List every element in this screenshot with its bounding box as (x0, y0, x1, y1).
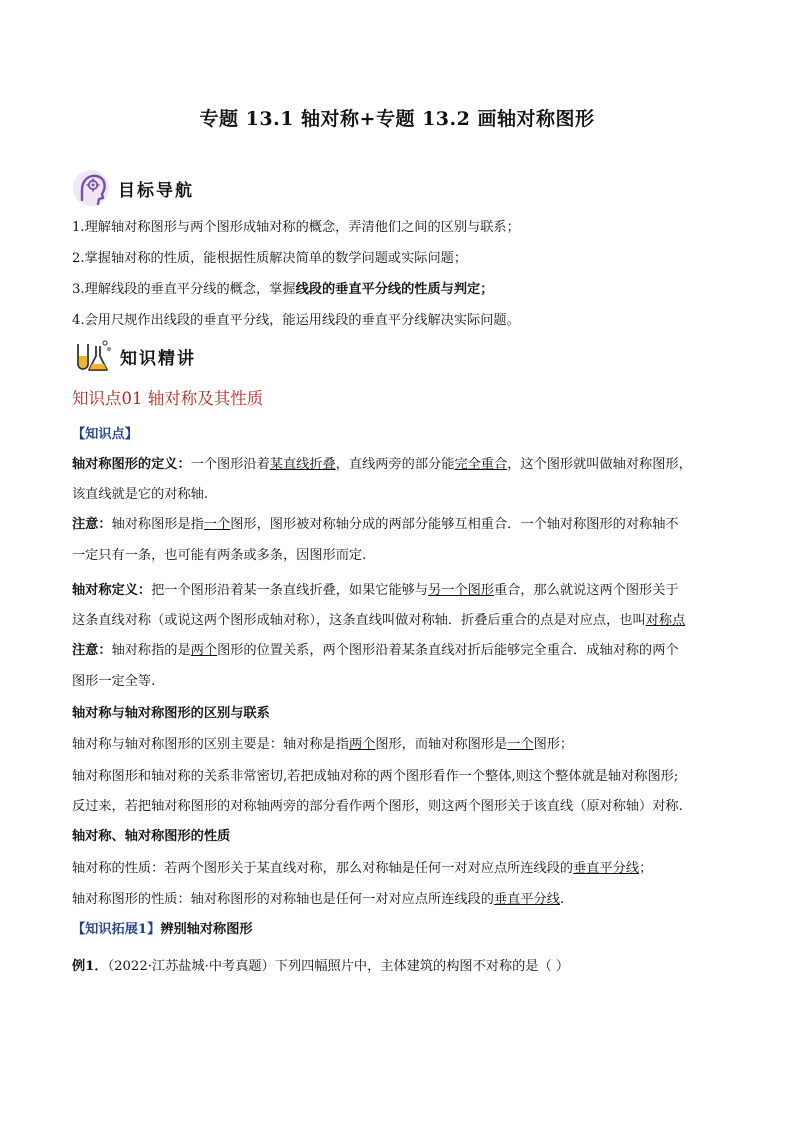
prop1-underline: 垂直平分线 (573, 861, 640, 876)
extension-label: 辨别轴对称图形 (160, 922, 253, 937)
nav-item-3-text: 3.理解线段的垂直平分线的概念，掌握 (72, 282, 296, 297)
note2-line2: 图形一定全等. (72, 674, 156, 689)
nav-item-2: 2.掌握轴对称的性质，能根据性质解决简单的数学问题或实际问题； (72, 251, 468, 266)
def1-underline-2: 完全重合 (454, 457, 508, 472)
note2-text-b: 图形的位置关系，两个图形沿着某条直线对折后能够完全重合．成轴对称的两个 (217, 643, 679, 658)
note1-label: 注意： (72, 517, 112, 532)
diff1-underline-1: 两个 (348, 737, 376, 752)
diff-line-1 (72, 736, 732, 754)
section-heading-nav: 目标导航 (118, 180, 194, 201)
note2-line1 (72, 642, 732, 660)
note1-underline: 一个 (203, 517, 231, 532)
note1-text-a: 轴对称图形是指 (111, 517, 204, 532)
diff1-text-b: 图形，而轴对称图形是 (375, 737, 508, 752)
nav-item-3 (72, 281, 732, 299)
def2-text-a: 把一个图形沿着某一条直线折叠，如果它能够与 (151, 583, 429, 598)
section-heading-knowledge: 知识精讲 (120, 348, 196, 369)
diff1-underline-2: 一个 (507, 737, 534, 752)
def1-text-b: ，直线两旁的部分能 (335, 457, 455, 472)
diff-heading: 轴对称与轴对称图形的区别与联系 (72, 706, 270, 721)
prop2-text: 轴对称图形的性质：轴对称图形的对称轴也是任何一对对应点所连线段的 (72, 892, 494, 907)
note2-text-a: 轴对称指的是 (111, 643, 191, 658)
prop2-end: . (559, 892, 565, 907)
note1-line2: 一定只有一条，也可能有两条或多条，因图形而定. (72, 548, 367, 563)
extension-tag: 【知识拓展1】 (72, 922, 161, 937)
lab-flask-icon (72, 336, 112, 376)
note1-text-b: 图形，图形被对称轴分成的两部分能够互相重合．一个轴对称图形的对称轴不 (230, 517, 679, 532)
note2-label: 注意： (72, 643, 112, 658)
def2-line1 (72, 582, 732, 600)
prop-heading: 轴对称、轴对称图形的性质 (72, 829, 231, 844)
prop-line-2 (72, 891, 732, 909)
def2-label: 轴对称定义： (72, 583, 152, 598)
note1-line1 (72, 516, 732, 534)
prop1-text: 轴对称的性质：若两个图形关于某直线对称，那么对称轴是任何一对对应点所连线段的 (72, 861, 574, 876)
diff1-text-c: 图形； (533, 737, 574, 752)
note2-underline: 两个 (190, 643, 218, 658)
knowledge-tag: 【知识点】 (72, 427, 138, 442)
diff-line-3: 反过来，若把轴对称图形的对称轴两旁的部分看作两个图形，则这两个图形关于该直线（原对称轴）对称. (72, 799, 683, 814)
extension-heading (72, 921, 732, 939)
nav-item-4: 4.会用尺规作出线段的垂直平分线，能运用线段的垂直平分线解决实际问题。 (72, 313, 520, 328)
diff1-text-a: 轴对称与轴对称图形的区别主要是：轴对称是指 (72, 737, 349, 752)
prop2-underline: 垂直平分线 (494, 892, 560, 907)
diff-line-2: 轴对称图形和轴对称的关系非常密切,若把成轴对称的两个图形看作一个整体,则这个整体就是轴对称图形; (72, 769, 679, 784)
def2-line2 (72, 612, 732, 630)
def2-underline-1: 另一个图形 (428, 583, 494, 598)
example-1 (72, 958, 732, 976)
prop1-end: ； (639, 861, 653, 876)
section-header-knowledge (72, 336, 196, 376)
knowledge-point-title: 知识点01 轴对称及其性质 (72, 389, 264, 408)
def1-underline-1: 某直线折叠 (269, 457, 336, 472)
def1-label: 轴对称图形的定义： (72, 457, 191, 472)
example-text: （2022·江苏盐城·中考真题）下列四幅照片中，主体建筑的构图不对称的是（ ） (107, 959, 570, 974)
def2-underline-2: 对称点 (645, 613, 686, 628)
def1-line1 (72, 456, 732, 474)
nav-item-1: 1.理解轴对称图形与两个图形成轴对称的概念，弄清他们之间的区别与联系； (72, 220, 520, 235)
def2-text-b: 重合，那么就说这两个图形关于 (494, 583, 679, 598)
brain-head-icon (72, 168, 110, 208)
nav-item-3-bold: 线段的垂直平分线的性质与判定； (295, 282, 494, 297)
def1-text-a: 一个图形沿着 (190, 457, 270, 472)
page-title: 专题 13.1 轴对称+专题 13.2 画轴对称图形 (199, 108, 595, 130)
def1-line2: 该直线就是它的对称轴. (72, 487, 209, 502)
def2-text-line2: 这条直线对称（或说这两个图形成轴对称），这条直线叫做对称轴．折叠后重合的点是对应点，也叫 (72, 613, 646, 628)
def1-text-c: ，这个图形就叫做轴对称图形， (507, 457, 692, 472)
prop-line-1 (72, 860, 732, 878)
example-label: 例1． (72, 959, 108, 974)
section-header-nav (72, 168, 194, 208)
